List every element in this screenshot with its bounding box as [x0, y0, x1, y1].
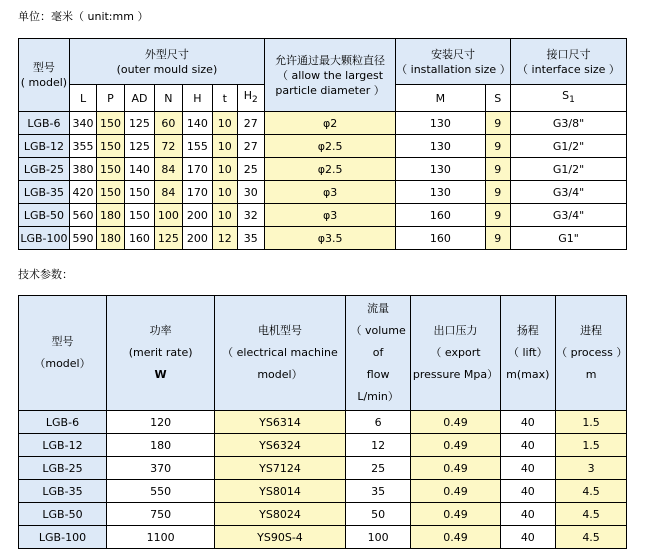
cell-s: 9: [485, 204, 510, 227]
cell-press: 0.49: [411, 480, 500, 503]
cell-p: 150: [97, 181, 124, 204]
cell-press: 0.49: [411, 503, 500, 526]
cell-d: φ2.5: [265, 158, 396, 181]
cell-m: 160: [396, 227, 485, 250]
cell-h2: 35: [237, 227, 265, 250]
cell-m: 130: [396, 135, 485, 158]
table-row: [19, 135, 627, 158]
cell-d: φ3: [265, 181, 396, 204]
subcol-H2: $H_2$: [237, 85, 265, 112]
col-flow-header: 流量 （ volume of flow L/min）: [345, 296, 411, 411]
cell-p: 150: [97, 135, 124, 158]
cell-press: 0.49: [411, 457, 500, 480]
cell-h2: 25: [237, 158, 265, 181]
cell-h2: 30: [237, 181, 265, 204]
cell-ad: 140: [124, 158, 154, 181]
table-row: [19, 526, 627, 549]
cell-model: LGB-100: [19, 227, 70, 250]
table-row: [19, 227, 627, 250]
subcol-P: P: [97, 85, 124, 112]
cell-m: 130: [396, 158, 485, 181]
cell-p: 180: [97, 204, 124, 227]
cell-ad: 125: [124, 112, 154, 135]
cell-flow: 25: [345, 457, 411, 480]
cell-h: 200: [182, 204, 212, 227]
cell-model: LGB-6: [19, 112, 70, 135]
cell-h: 155: [182, 135, 212, 158]
cell-h: 170: [182, 181, 212, 204]
cell-model: LGB-100: [19, 526, 107, 549]
table-row: [19, 411, 627, 434]
cell-model: LGB-35: [19, 480, 107, 503]
col-interface-header: 接口尺寸 （ interface size ）: [511, 39, 627, 85]
tech-params-table: [18, 295, 627, 549]
table-row: [19, 480, 627, 503]
cell-ad: 125: [124, 135, 154, 158]
cell-motor: YS6314: [215, 411, 346, 434]
subcol-L: L: [69, 85, 96, 112]
cell-t: 10: [213, 158, 237, 181]
col-process-header: 进程 （ process ） m: [556, 296, 627, 411]
cell-power: 750: [107, 503, 215, 526]
cell-p: 150: [97, 158, 124, 181]
cell-n: 84: [155, 181, 182, 204]
table-row: [19, 503, 627, 526]
cell-h: 140: [182, 112, 212, 135]
col-model-header: 型号 ( model): [19, 39, 70, 112]
tech-params-caption: 技术参数：: [18, 268, 73, 281]
cell-ad: 150: [124, 204, 154, 227]
cell-press: 0.49: [411, 434, 500, 457]
cell-flow: 100: [345, 526, 411, 549]
cell-model: LGB-12: [19, 434, 107, 457]
cell-l: 560: [69, 204, 96, 227]
cell-n: 72: [155, 135, 182, 158]
table-row: [19, 204, 627, 227]
cell-s: 9: [485, 112, 510, 135]
cell-s: 9: [485, 158, 510, 181]
cell-power: 370: [107, 457, 215, 480]
cell-motor: YS6324: [215, 434, 346, 457]
cell-t: 10: [213, 181, 237, 204]
cell-proc: 3: [556, 457, 627, 480]
cell-l: 340: [69, 112, 96, 135]
col-outer-size-header: 外型尺寸 (outer mould size): [69, 39, 264, 85]
cell-power: 120: [107, 411, 215, 434]
subcol-t: t: [213, 85, 237, 112]
col-lift-header: 扬程 （ lift） m(max): [500, 296, 556, 411]
cell-lift: 40: [500, 434, 556, 457]
col-particle-header: 允许通过最大颗粒直径 （ allow the largest particle diameter ）: [265, 39, 396, 112]
cell-ad: 150: [124, 181, 154, 204]
unit-caption: 单位：毫米（ unit:mm ）: [18, 10, 149, 23]
cell-l: 355: [69, 135, 96, 158]
cell-lift: 40: [500, 457, 556, 480]
dimension-table: [18, 38, 627, 250]
cell-l: 420: [69, 181, 96, 204]
cell-n: 100: [155, 204, 182, 227]
cell-t: 12: [213, 227, 237, 250]
table-row: [19, 158, 627, 181]
col-installation-header: 安装尺寸 （ installation size ）: [396, 39, 511, 85]
cell-model: LGB-25: [19, 457, 107, 480]
cell-s1: G1/2": [511, 135, 627, 158]
cell-flow: 12: [345, 434, 411, 457]
table-row: [19, 434, 627, 457]
subcol-N: N: [155, 85, 182, 112]
cell-d: φ3: [265, 204, 396, 227]
cell-m: 130: [396, 112, 485, 135]
subcol-AD: AD: [124, 85, 154, 112]
subcol-H: H: [182, 85, 212, 112]
cell-model: LGB-50: [19, 204, 70, 227]
cell-model: LGB-35: [19, 181, 70, 204]
cell-proc: 4.5: [556, 526, 627, 549]
cell-h2: 27: [237, 112, 265, 135]
cell-l: 380: [69, 158, 96, 181]
table-row: [19, 112, 627, 135]
cell-t: 10: [213, 112, 237, 135]
cell-s: 9: [485, 135, 510, 158]
cell-s1: G1": [511, 227, 627, 250]
cell-p: 150: [97, 112, 124, 135]
cell-flow: 6: [345, 411, 411, 434]
cell-s: 9: [485, 181, 510, 204]
cell-s1: G3/8": [511, 112, 627, 135]
cell-model: LGB-12: [19, 135, 70, 158]
cell-lift: 40: [500, 503, 556, 526]
cell-m: 130: [396, 181, 485, 204]
cell-d: φ2: [265, 112, 396, 135]
cell-s1: G3/4": [511, 204, 627, 227]
cell-lift: 40: [500, 526, 556, 549]
cell-lift: 40: [500, 480, 556, 503]
subcol-M: M: [396, 85, 485, 112]
cell-press: 0.49: [411, 526, 500, 549]
subcol-S1: $S_1$: [511, 85, 627, 112]
cell-proc: 1.5: [556, 411, 627, 434]
cell-t: 10: [213, 204, 237, 227]
col-power-header: 功率 (merit rate) W: [107, 296, 215, 411]
cell-n: 125: [155, 227, 182, 250]
cell-h2: 27: [237, 135, 265, 158]
cell-h2: 32: [237, 204, 265, 227]
cell-n: 60: [155, 112, 182, 135]
cell-power: 1100: [107, 526, 215, 549]
cell-h: 200: [182, 227, 212, 250]
cell-s1: G3/4": [511, 181, 627, 204]
cell-proc: 4.5: [556, 480, 627, 503]
cell-power: 550: [107, 480, 215, 503]
table-row: [19, 457, 627, 480]
cell-s: 9: [485, 227, 510, 250]
cell-h: 170: [182, 158, 212, 181]
cell-proc: 1.5: [556, 434, 627, 457]
cell-press: 0.49: [411, 411, 500, 434]
cell-motor: YS8014: [215, 480, 346, 503]
cell-motor: YS90S-4: [215, 526, 346, 549]
cell-l: 590: [69, 227, 96, 250]
cell-n: 84: [155, 158, 182, 181]
cell-power: 180: [107, 434, 215, 457]
cell-model: LGB-50: [19, 503, 107, 526]
cell-m: 160: [396, 204, 485, 227]
cell-model: LGB-25: [19, 158, 70, 181]
cell-d: φ3.5: [265, 227, 396, 250]
cell-flow: 35: [345, 480, 411, 503]
cell-proc: 4.5: [556, 503, 627, 526]
cell-s1: G1/2": [511, 158, 627, 181]
cell-motor: YS7124: [215, 457, 346, 480]
cell-t: 10: [213, 135, 237, 158]
cell-p: 180: [97, 227, 124, 250]
col-pressure-header: 出口压力 （ export pressure Mpa）: [411, 296, 500, 411]
cell-flow: 50: [345, 503, 411, 526]
col-model-header: 型号 （model）: [19, 296, 107, 411]
cell-model: LGB-6: [19, 411, 107, 434]
subcol-S: S: [485, 85, 510, 112]
cell-d: φ2.5: [265, 135, 396, 158]
cell-ad: 160: [124, 227, 154, 250]
table-row: [19, 181, 627, 204]
col-motor-header: 电机型号 （ electrical machine model）: [215, 296, 346, 411]
cell-lift: 40: [500, 411, 556, 434]
cell-motor: YS8024: [215, 503, 346, 526]
